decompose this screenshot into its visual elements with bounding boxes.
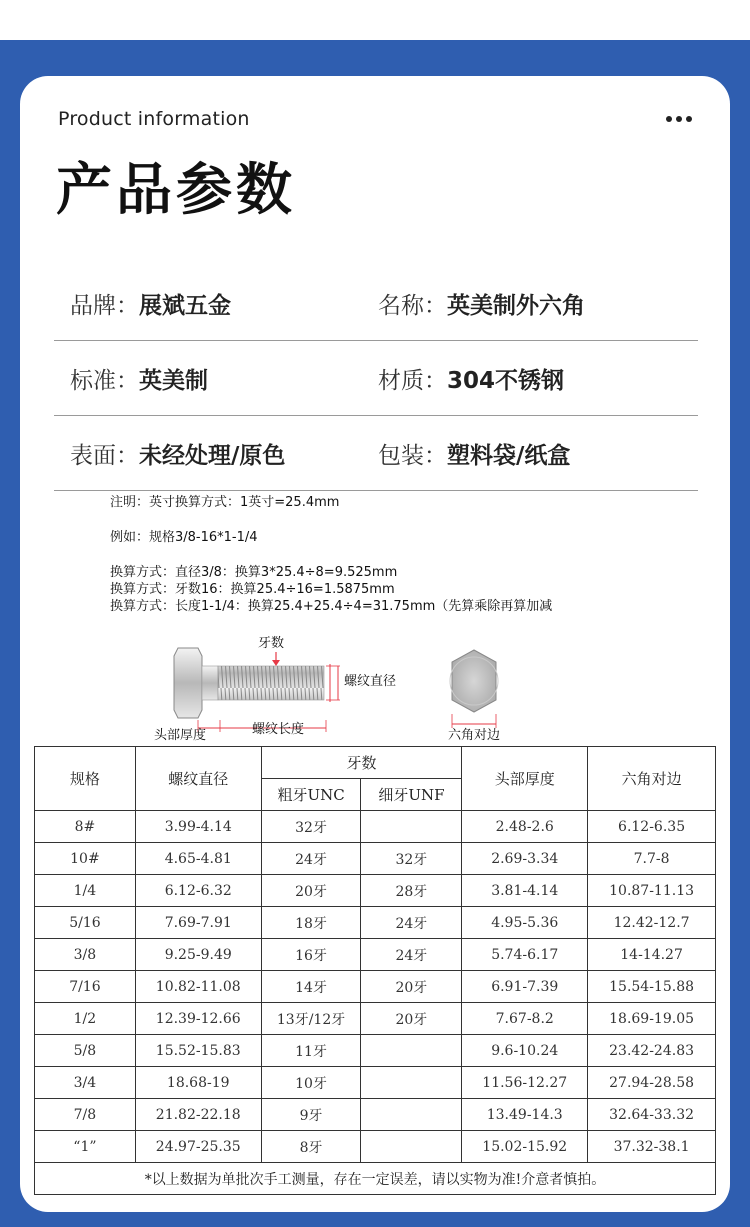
table-cell: 24牙: [361, 907, 462, 939]
spec-packaging: [376, 437, 698, 470]
table-cell: 5.74-6.17: [462, 939, 588, 971]
table-cell: “1”: [35, 1131, 136, 1163]
calc-line: 换算方式：直径3/8：换算3*25.4÷8=9.525mm: [110, 565, 398, 580]
spec-label: 名称：: [378, 292, 447, 319]
table-cell: 32.64-33.32: [588, 1099, 716, 1131]
table-cell: 7.69-7.91: [135, 907, 261, 939]
table-cell: 1/4: [35, 875, 136, 907]
table-cell: 12.39-12.66: [135, 1003, 261, 1035]
table-cell: 5/16: [35, 907, 136, 939]
table-cell: 20牙: [261, 875, 361, 907]
size-table: [34, 746, 716, 1195]
spec-label: 表面：: [70, 442, 139, 469]
spec-value: 展斌五金: [139, 292, 231, 319]
table-cell: 24牙: [361, 939, 462, 971]
table-cell: 3/4: [35, 1067, 136, 1099]
table-row: [35, 939, 716, 971]
table-cell: 9牙: [261, 1099, 361, 1131]
table-cell: 20牙: [361, 1003, 462, 1035]
table-cell: 6.91-7.39: [462, 971, 588, 1003]
table-cell: 18.68-19: [135, 1067, 261, 1099]
table-cell: 6.12-6.32: [135, 875, 261, 907]
table-cell: 12.42-12.7: [588, 907, 716, 939]
spec-value: 英美制外六角: [447, 292, 585, 319]
table-cell: 1/2: [35, 1003, 136, 1035]
spec-list: [54, 266, 698, 491]
table-cell: 32牙: [261, 811, 361, 843]
table-cell: 7.7-8: [588, 843, 716, 875]
footnote: *以上数据为单批次手工测量，存在一定误差，请以实物为准!介意者慎拍。: [35, 1163, 716, 1195]
spec-label: 品牌：: [70, 292, 139, 319]
table-cell: 27.94-28.58: [588, 1067, 716, 1099]
table-cell: 10.82-11.08: [135, 971, 261, 1003]
header-coarse: 粗牙UNC: [261, 779, 361, 811]
table-cell: 16牙: [261, 939, 361, 971]
table-cell: 7.67-8.2: [462, 1003, 588, 1035]
table-cell: 4.65-4.81: [135, 843, 261, 875]
table-row: [35, 875, 716, 907]
spec-name: [376, 287, 698, 320]
spec-standard: [54, 362, 376, 395]
table-cell: 10.87-11.13: [588, 875, 716, 907]
table-cell: 3.81-4.14: [462, 875, 588, 907]
table-cell: [361, 1131, 462, 1163]
table-row: [35, 1067, 716, 1099]
table-cell: 18.69-19.05: [588, 1003, 716, 1035]
table-cell: [361, 1035, 462, 1067]
table-cell: 3.99-4.14: [135, 811, 261, 843]
table-cell: [361, 811, 462, 843]
calc-line: 换算方式：长度1-1/4：换算25.4+25.4÷4=31.75mm（先算乘除再算加减: [110, 599, 553, 614]
bolt-thread: [218, 666, 324, 700]
table-cell: 14-14.27: [588, 939, 716, 971]
header-threads: 牙数: [261, 747, 462, 779]
table-cell: 15.52-15.83: [135, 1035, 261, 1067]
example-line: 例如：规格3/8-16*1-1/4: [110, 530, 258, 545]
spec-row: [54, 416, 698, 491]
bolt-diagram: [140, 628, 540, 748]
table-cell: 37.32-38.1: [588, 1131, 716, 1163]
header-head-thickness: 头部厚度: [462, 747, 588, 811]
table-cell: 5/8: [35, 1035, 136, 1067]
table-footnote-row: [35, 1163, 716, 1195]
spec-value: 塑料袋/纸盒: [447, 442, 571, 469]
table-body: [35, 811, 716, 1163]
table-header-row: [35, 747, 716, 779]
table-cell: 11牙: [261, 1035, 361, 1067]
table-cell: 18牙: [261, 907, 361, 939]
table-row: [35, 1131, 716, 1163]
thread-length-label: 螺纹长度: [252, 722, 305, 737]
table-cell: 23.42-24.83: [588, 1035, 716, 1067]
spec-row: [54, 341, 698, 416]
table-cell: 4.95-5.36: [462, 907, 588, 939]
header-diameter: 螺纹直径: [135, 747, 261, 811]
table-cell: 9.25-9.49: [135, 939, 261, 971]
table-row: [35, 843, 716, 875]
table-cell: 20牙: [361, 971, 462, 1003]
table-cell: 8牙: [261, 1131, 361, 1163]
header-spec: 规格: [35, 747, 136, 811]
table-cell: 24.97-25.35: [135, 1131, 261, 1163]
table-row: [35, 811, 716, 843]
thread-count-label: 牙数: [258, 636, 285, 651]
spec-value: 英美制: [139, 367, 208, 394]
spec-brand: [54, 287, 376, 320]
note-line: 注明：英寸换算方式：1英寸=25.4mm: [110, 495, 340, 510]
bolt-shank: [202, 666, 218, 700]
table-cell: 3/8: [35, 939, 136, 971]
table-cell: 10牙: [261, 1067, 361, 1099]
table-cell: 6.12-6.35: [588, 811, 716, 843]
table-row: [35, 1003, 716, 1035]
table-cell: 7/16: [35, 971, 136, 1003]
table-cell: 14牙: [261, 971, 361, 1003]
table-cell: 32牙: [361, 843, 462, 875]
table-cell: 21.82-22.18: [135, 1099, 261, 1131]
bolt-head: [174, 648, 202, 718]
table-cell: 13牙/12牙: [261, 1003, 361, 1035]
table-cell: 28牙: [361, 875, 462, 907]
product-info-card: [20, 76, 730, 1212]
across-flats-label: 六角对边: [448, 728, 501, 743]
header-fine: 细牙UNF: [361, 779, 462, 811]
table-cell: 15.54-15.88: [588, 971, 716, 1003]
table-row: [35, 1035, 716, 1067]
spec-surface: [54, 437, 376, 470]
spec-label: 标准：: [70, 367, 139, 394]
table-row: [35, 907, 716, 939]
table-cell: 9.6-10.24: [462, 1035, 588, 1067]
spec-label: 材质：: [378, 367, 447, 394]
table-cell: 13.49-14.3: [462, 1099, 588, 1131]
table-cell: 15.02-15.92: [462, 1131, 588, 1163]
table-cell: 2.48-2.6: [462, 811, 588, 843]
table-cell: 2.69-3.34: [462, 843, 588, 875]
head-thickness-label: 头部厚度: [154, 728, 207, 743]
eyebrow-label: Product information: [58, 108, 250, 130]
table-row: [35, 971, 716, 1003]
table-cell: [361, 1067, 462, 1099]
hex-head-end: [452, 650, 496, 712]
table-cell: 24牙: [261, 843, 361, 875]
table-cell: 10#: [35, 843, 136, 875]
header-across-flats: 六角对边: [588, 747, 716, 811]
calc-line: 换算方式：牙数16：换算25.4÷16=1.5875mm: [110, 582, 395, 597]
spec-row: [54, 266, 698, 341]
spec-value: 未经处理/原色: [139, 442, 286, 469]
table-cell: [361, 1099, 462, 1131]
table-cell: 7/8: [35, 1099, 136, 1131]
conversion-notes: [110, 494, 552, 615]
table-cell: 8#: [35, 811, 136, 843]
table-row: [35, 1099, 716, 1131]
thread-diameter-label: 螺纹直径: [344, 674, 397, 689]
spec-value: 304不锈钢: [447, 367, 565, 394]
more-options-icon[interactable]: [666, 116, 692, 122]
table-cell: 11.56-12.27: [462, 1067, 588, 1099]
page-title: 产品参数: [56, 158, 296, 223]
spec-material: [376, 362, 698, 395]
spec-label: 包装：: [378, 442, 447, 469]
